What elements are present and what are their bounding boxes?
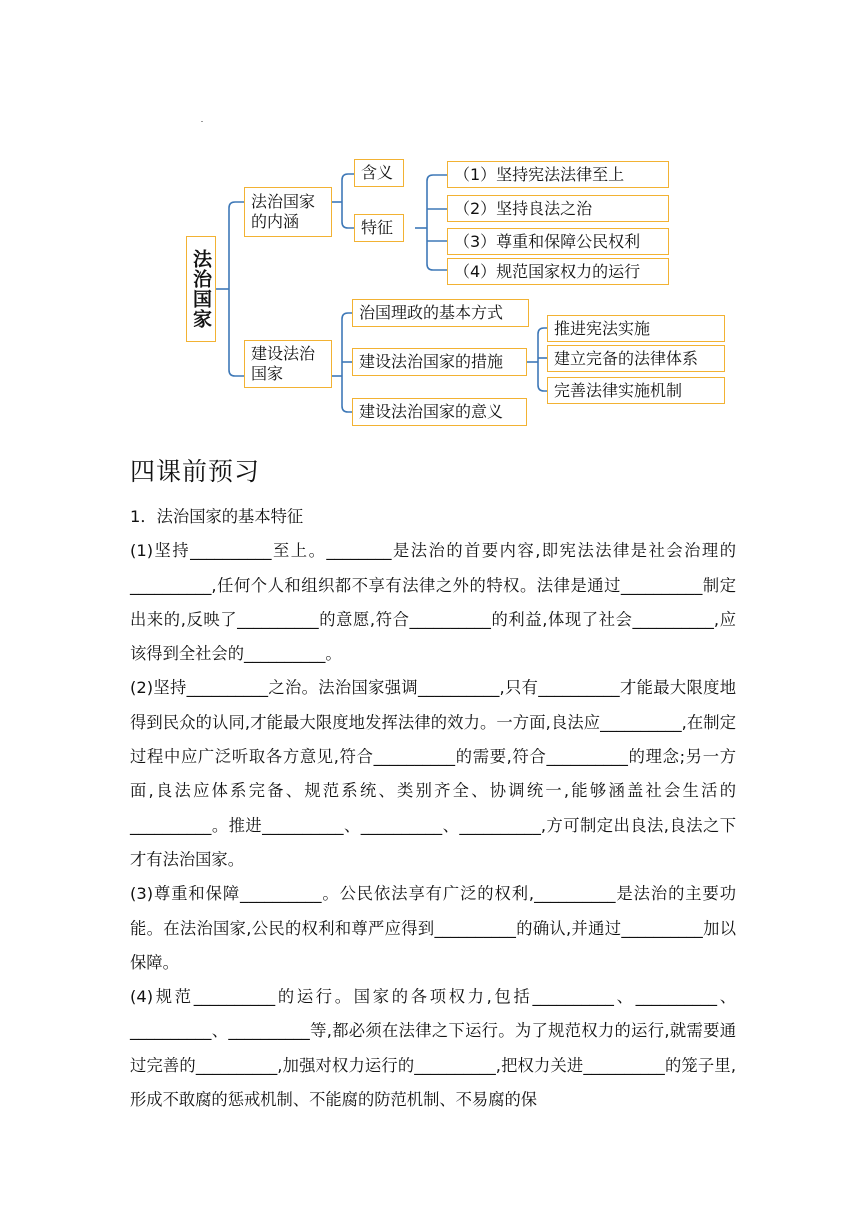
paragraph-3: (3)尊重和保障__________。公民依法享有广泛的权利,__________是法治的主要功能。在法治国家,公民的权利和尊严应得到__________的确认,并通过__________加以保障。 — [130, 884, 736, 972]
node-significance: 建设法治国家的意义 — [352, 398, 527, 426]
node-meaning: 含义 — [354, 159, 404, 187]
mind-map-root: 法治国家 — [186, 236, 216, 342]
node-measures: 建设法治国家的措施 — [352, 348, 527, 376]
node-features: 特征 — [354, 214, 404, 242]
node-rule-of-law-connotation: 法治国家的内涵 — [244, 187, 332, 237]
knowledge-mind-map — [0, 0, 860, 440]
feature-item-2: （2）坚持良法之治 — [447, 195, 669, 222]
question-heading: 1．法治国家的基本特征 — [130, 507, 304, 526]
measure-item-2: 建立完备的法律体系 — [547, 345, 725, 372]
node-build-rule-of-law: 建设法治国家 — [244, 340, 332, 388]
paragraph-2: (2)坚持__________之治。法治国家强调__________,只有__________才能最大限度地得到民众的认同,才能最大限度地发挥法律的效力。一方面,良法应__________,在制定过程中应广泛听取各方意见,符合__________的需要,符合__________的理念;另一方面,良法应体系完备、规范系统、类别齐全、协调统一,能够涵盖社会生活的__________。推进__________、__________、__________,方可制定出良法,良法之下才有法治国家。 — [130, 678, 736, 869]
measure-item-1: 推进宪法实施 — [547, 315, 725, 342]
paragraph-4: (4)规范__________的运行。国家的各项权力,包括__________、__________、__________、__________等,都必须在法律之下运行。为了规范权力的运行,就需要通过完善的__________,加强对权力运行的__________,把权力关进__________的笼子里,形成不敢腐的惩戒机制、不能腐的防范机制、不易腐的保 — [130, 987, 736, 1110]
node-basic-governance-way: 治国理政的基本方式 — [352, 299, 529, 327]
section-title: 四课前预习 — [130, 457, 261, 486]
paragraph-1: (1)坚持__________至上。________是法治的首要内容,即宪法法律是社会治理的__________,任何个人和组织都不享有法律之外的特权。法律是通过__________制定出来的,反映了__________的意愿,符合__________的利益,体现了社会__________,应该得到全社会的__________。 — [130, 541, 736, 664]
feature-item-3: （3）尊重和保障公民权利 — [447, 228, 669, 255]
feature-item-1: （1）坚持宪法法律至上 — [447, 161, 669, 188]
measure-item-3: 完善法律实施机制 — [547, 377, 725, 404]
feature-item-4: （4）规范国家权力的运行 — [447, 258, 669, 285]
preview-exercise-text — [130, 500, 736, 1117]
